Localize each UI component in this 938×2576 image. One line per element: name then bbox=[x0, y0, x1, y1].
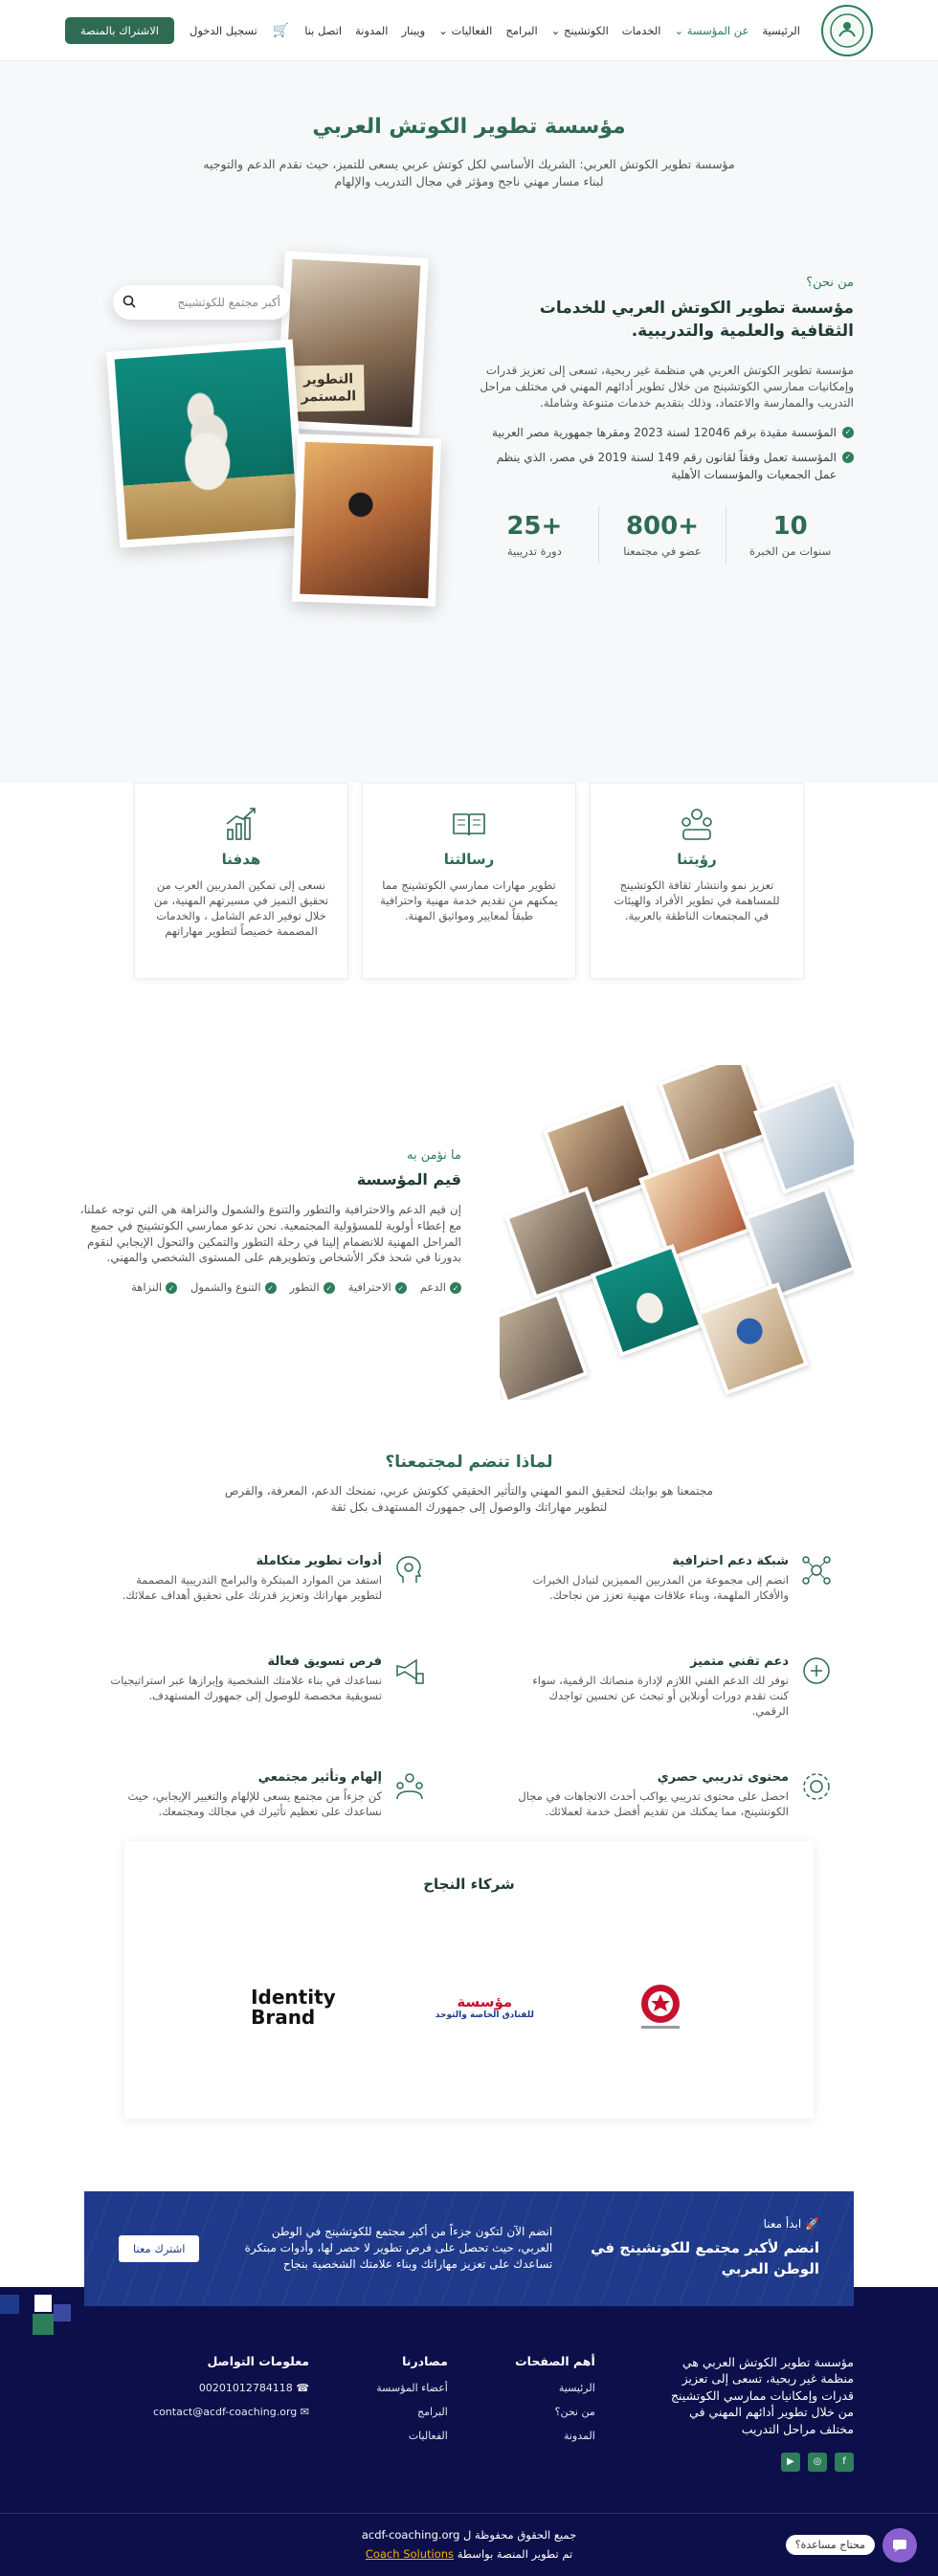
instagram-icon[interactable]: ◎ bbox=[808, 2453, 827, 2472]
mosaic-tile bbox=[500, 1292, 589, 1400]
why-item-text: انضم إلى مجموعة من المدربين المميزين لتبادل الخبرات والأفكار الملهمة، وبناء علاقات مهنية تعزز من نجاحك. bbox=[532, 1572, 789, 1602]
about-title: مؤسسة تطوير الكوتش العربي للخدمات الثقافية والعلمية والتدريبية. bbox=[539, 299, 854, 341]
check-icon: ✓ bbox=[842, 452, 854, 463]
main-menu bbox=[304, 24, 800, 37]
mosaic-tile bbox=[638, 1148, 751, 1261]
footer-col-pages bbox=[515, 2354, 595, 2473]
menu-item-blog[interactable]: المدونة bbox=[355, 23, 389, 37]
mosaic-tile bbox=[744, 1187, 854, 1299]
chevron-down-icon: ⌄ bbox=[438, 23, 448, 37]
mosaic-image bbox=[701, 1287, 804, 1390]
menu-item-home[interactable]: الرئيسية bbox=[762, 23, 800, 37]
stats-row bbox=[471, 506, 854, 564]
cta-banner bbox=[84, 2191, 854, 2306]
chevron-down-icon: ⌄ bbox=[550, 23, 561, 37]
why-item bbox=[105, 1654, 426, 1740]
marketing-icon bbox=[393, 1654, 426, 1687]
value-tag-label: التنوع والشمول bbox=[190, 1279, 261, 1294]
cta-text: انضم الآن لتكون جزءاً من أكبر مجتمع للكوتشينج في الوطن العربي، حيث تحصل على فرص تطوير لا حصر لها، وأدوات مبتكرة تساعدك على تعزيز مهاراتك وبناء علامتك الشخصية بنجاح bbox=[244, 2225, 553, 2271]
footer-link-about[interactable]: من نحن؟ bbox=[554, 2405, 595, 2418]
footer-phone[interactable] bbox=[153, 2382, 309, 2394]
card-title: رسالتنا bbox=[443, 851, 495, 868]
presentation-image bbox=[284, 259, 421, 428]
value-tag-label: الاحترافية bbox=[347, 1279, 391, 1294]
built-by-prefix: تم تطوير المنصة بواسطة bbox=[457, 2547, 573, 2562]
why-subtitle: مجتمعنا هو بوابتك لتحقيق النمو المهني والتأثير الحقيقي ككوتش عربي، نمنحك الدعم، المعرفة، والفرص لتطوير مهاراتك والوصول إلى جمهورك المستهدف بكل ثقة bbox=[224, 1484, 714, 1514]
microphone-image bbox=[300, 442, 433, 599]
menu-item-events[interactable] bbox=[438, 24, 492, 37]
footer-link-home[interactable]: الرئيسية bbox=[558, 2381, 595, 2394]
footer-email[interactable] bbox=[153, 2406, 309, 2418]
footer-columns bbox=[0, 2335, 938, 2473]
stat-label: دورة تدريبية bbox=[506, 544, 562, 558]
stat-number: +800 bbox=[625, 511, 700, 541]
partner-logo-identity-brand[interactable] bbox=[251, 1985, 336, 2029]
why-item-title: أدوات تطوير متكاملة bbox=[256, 1553, 382, 1568]
stat-courses bbox=[471, 506, 598, 564]
login-link[interactable]: تسجيل الدخول bbox=[190, 23, 257, 37]
nav-right bbox=[304, 5, 873, 56]
deco-square bbox=[54, 2304, 71, 2321]
stat-experience bbox=[726, 506, 854, 564]
search-icon bbox=[123, 295, 136, 311]
partners-title: شركاء النجاح bbox=[423, 1875, 515, 1893]
stones-image bbox=[115, 347, 299, 540]
about-check-item bbox=[471, 449, 854, 483]
value-tag bbox=[348, 1279, 407, 1294]
stat-label: عضو في مجتمعنا bbox=[623, 544, 702, 558]
footer-about bbox=[662, 2354, 854, 2473]
why-item-body bbox=[512, 1554, 789, 1624]
photo-caption-line: المستمر bbox=[301, 389, 357, 406]
why-item bbox=[512, 1770, 833, 1840]
help-chat-widget[interactable] bbox=[786, 2528, 917, 2563]
community-search-pill[interactable] bbox=[113, 285, 290, 320]
card-title: رؤيتنا bbox=[677, 851, 717, 868]
facebook-icon[interactable]: f bbox=[835, 2453, 854, 2472]
cta-title: انضم لأكبر مجتمع للكوتشينج في الوطن العربي bbox=[591, 2238, 819, 2277]
mosaic-image bbox=[643, 1153, 747, 1256]
card-text: تعزيز نمو وانتشار ثقافة الكوتشينج للمساهمة في تطوير الأفراد والهيئات في المجتمعات الناطقة بالعربية. bbox=[614, 878, 780, 923]
stat-number: +25 bbox=[506, 511, 563, 541]
footer-col-title: معلومات التواصل bbox=[207, 2353, 310, 2368]
cta-heading-block bbox=[590, 2217, 819, 2280]
hero-subtitle: مؤسسة تطوير الكوتش العربي: الشريك الأساسي لكل كوتش عربي يسعى للتميز، حيث نقدم الدعم والتوجيه لبناء مسار مهني ناجح ومؤثر في مجال التدريب والإلهام bbox=[203, 157, 735, 189]
community-icon bbox=[393, 1770, 426, 1803]
value-tag-label: التطور bbox=[289, 1279, 320, 1294]
menu-item-about[interactable] bbox=[674, 24, 748, 37]
why-item-text: احصل على محتوى تدريبي يواكب أحدث الاتجاهات في مجال الكوتشينج، مما يمكنك من تقديم أفضل خدمة لعملائك. bbox=[518, 1789, 789, 1819]
value-tag bbox=[290, 1279, 335, 1294]
cta-eyebrow-text: ابدأ معنا bbox=[763, 2216, 802, 2231]
card-title: هدفنا bbox=[221, 851, 261, 868]
mosaic-image bbox=[748, 1191, 852, 1295]
about-description: مؤسسة تطوير الكوتش العربي هي منظمة غير ربحية، تسعى إلى تعزيز قدرات وإمكانيات ممارسي الكوتشينج من خلال تطوير أدائهم المهني في مختلف مراحل التدريب والممارسة والاعتماد، وذلك بتقديم خدمات متنوعة وشاملة. bbox=[480, 363, 854, 411]
built-by-line bbox=[366, 2547, 572, 2561]
chevron-down-icon: ⌄ bbox=[674, 23, 684, 37]
photo-stones bbox=[106, 339, 306, 547]
values-tags bbox=[78, 1279, 461, 1294]
youtube-icon[interactable]: ▶ bbox=[781, 2453, 800, 2472]
goal-card bbox=[134, 783, 348, 979]
check-icon: ✓ bbox=[166, 1282, 177, 1294]
cart-icon[interactable]: 🛒 bbox=[272, 22, 290, 38]
partner-logo-foundation[interactable] bbox=[436, 1993, 534, 2021]
footer-about-text: مؤسسة تطوير الكوتش العربي هي منظمة غير ربحية، تسعى إلى تعزيز قدرات وإمكانيات ممارسي الكوتشينج من خلال تطوير أدائهم المهني في مختلف مراحل التدريب bbox=[670, 2354, 854, 2436]
why-item-body bbox=[105, 1554, 382, 1624]
footer-col-title: مصادرنا bbox=[402, 2353, 448, 2368]
vision-card bbox=[590, 783, 804, 979]
check-icon: ✓ bbox=[842, 427, 854, 438]
identity-logo-line: Brand bbox=[251, 2005, 316, 2029]
coach-solutions-link[interactable]: Coach Solutions bbox=[365, 2547, 455, 2562]
network-icon bbox=[800, 1554, 833, 1587]
why-item bbox=[105, 1554, 426, 1624]
check-text: المؤسسة مقيدة برقم 12046 لسنة 2023 ومقرها جمهورية مصر العربية bbox=[492, 425, 837, 439]
hero-title: مؤسسة تطوير الكوتش العربي bbox=[312, 115, 626, 139]
why-item bbox=[105, 1770, 426, 1840]
photo-microphone bbox=[292, 433, 441, 606]
partners-section bbox=[124, 1841, 814, 2119]
menu-item-contact[interactable]: اتصل بنا bbox=[304, 23, 343, 37]
people-icon bbox=[678, 805, 716, 843]
deco-square bbox=[33, 2314, 54, 2335]
why-title: لماذا تنضم لمجتمعنا؟ bbox=[385, 1453, 553, 1472]
photo-presentation bbox=[276, 251, 428, 435]
about-check-item bbox=[471, 424, 854, 441]
values-description: إن قيم الدعم والاحترافية والتطور والتنوع والشمول والنزاهة هي التي توجه عملنا، مع إعطاء أولوية للمسؤولية المجتمعية. نحن ندعو ممارسي الكوتشينج في جميع المراحل المهنية للانضمام إلينا في رحلة التطور والتمكين والتحول الإيجابي لنقوم بدورنا في شحذ فكر الأشخاص وتطويرهم على المستوى الشخصي والمهني. bbox=[79, 1203, 461, 1265]
menu-item-coaching-label: الكوتشينج bbox=[563, 23, 609, 37]
card-text: تطوير مهارات ممارسي الكوتشينج مما يمكنهم من تقديم خدمة مهنية واحترافية طبقاً لمعايير ومواثيق المهنة. bbox=[380, 878, 558, 923]
photo-caption bbox=[293, 365, 364, 412]
photo-caption-line: التطوير bbox=[302, 370, 354, 388]
partner-logo-canadian[interactable] bbox=[634, 1979, 687, 2036]
footer-col-contact bbox=[153, 2354, 309, 2473]
deco-square bbox=[0, 2295, 19, 2314]
footer-link-blog[interactable]: المدونة bbox=[563, 2429, 595, 2442]
about-eyebrow: من نحن؟ bbox=[806, 276, 854, 290]
footer-col-resources bbox=[376, 2354, 448, 2473]
value-tag bbox=[131, 1279, 177, 1294]
values-text bbox=[78, 1148, 461, 1294]
menu-item-webinar[interactable]: ويبنار bbox=[401, 23, 426, 37]
foundation-logo-title: مؤسسة bbox=[457, 1993, 513, 2011]
chat-tooltip: محتاج مساعدة؟ bbox=[786, 2535, 875, 2555]
check-icon: ✓ bbox=[265, 1282, 277, 1294]
search-pill-label: أكبر مجتمع للكوتشينج bbox=[177, 296, 280, 309]
why-item-text: نساعدك في بناء علامتك الشخصية وإبرازها عبر استراتيجيات تسويقية مخصصة للوصول إلى جمهورك المستهدف. bbox=[110, 1673, 382, 1702]
why-item-title: فرص تسويق فعالة bbox=[267, 1654, 382, 1669]
check-icon: ✓ bbox=[324, 1282, 335, 1294]
why-grid bbox=[0, 1516, 938, 1841]
growth-chart-icon bbox=[222, 805, 260, 843]
mosaic-image bbox=[547, 1105, 651, 1209]
copyright-text: جميع الحقوق محفوظة ل acdf-coaching.org bbox=[361, 2528, 577, 2543]
mosaic-image bbox=[500, 1297, 584, 1400]
check-icon: ✓ bbox=[395, 1282, 407, 1294]
values-section bbox=[0, 1065, 938, 1448]
why-item-body bbox=[512, 1770, 789, 1840]
why-item-title: شبكة دعم احترافية bbox=[672, 1553, 789, 1568]
about-text bbox=[471, 276, 854, 564]
content-icon bbox=[800, 1770, 833, 1803]
why-item-title: محتوى تدريبي حصري bbox=[657, 1770, 789, 1786]
about-section bbox=[0, 247, 938, 783]
deco-square bbox=[34, 2295, 52, 2312]
email-address: contact@acdf-coaching.org bbox=[153, 2405, 298, 2418]
why-item-body bbox=[105, 1654, 382, 1740]
footer-col-title: أهم الصفحات bbox=[515, 2353, 595, 2368]
rocket-icon: 🚀 bbox=[805, 2216, 819, 2231]
menu-item-coaching[interactable] bbox=[551, 24, 609, 37]
stat-number: 10 bbox=[772, 511, 808, 541]
phone-number: 00201012784118 bbox=[198, 2381, 293, 2394]
mosaic-image bbox=[758, 1086, 854, 1189]
hero-section bbox=[0, 61, 938, 247]
head-gear-icon bbox=[393, 1554, 426, 1587]
value-tag bbox=[420, 1279, 461, 1294]
mission-card bbox=[362, 783, 576, 979]
why-item-title: إلهام وتأثير مجتمعي bbox=[257, 1770, 382, 1786]
partner-logos bbox=[124, 1979, 814, 2036]
features-section bbox=[0, 783, 938, 1065]
join-platform-button[interactable]: الاشتراك بالمنصة bbox=[65, 17, 174, 44]
check-icon: ✓ bbox=[450, 1282, 461, 1294]
values-eyebrow: ما نؤمن به bbox=[407, 1148, 461, 1163]
top-nav bbox=[0, 0, 938, 61]
book-icon bbox=[450, 805, 488, 843]
mosaic-tile bbox=[696, 1282, 809, 1395]
decorative-squares bbox=[0, 2287, 77, 2344]
foundation-logo-subtitle: للفنادق الخاصة والتوحد bbox=[435, 2010, 534, 2021]
menu-item-about-label: عن المؤسسة bbox=[686, 23, 749, 37]
why-item-body bbox=[512, 1654, 789, 1740]
about-photo-collage bbox=[113, 255, 438, 637]
values-title: قيم المؤسسة bbox=[356, 1170, 461, 1188]
menu-item-events-label: الفعاليات bbox=[451, 23, 493, 37]
footer-wrap bbox=[0, 2191, 938, 2576]
cta-eyebrow bbox=[590, 2217, 819, 2231]
menu-item-services[interactable]: الخدمات bbox=[621, 23, 661, 37]
card-text: نسعى إلى تمكين المدربين العرب من تحقيق التميز في مسيرتهم المهنية، من خلال توفير الدعم الشامل ، والخدمات المصممة خصيصاً لتطوير مهاراتهم bbox=[153, 878, 329, 939]
why-item-body bbox=[105, 1770, 382, 1840]
site-logo[interactable] bbox=[821, 5, 873, 56]
check-text: المؤسسة تعمل وفقاً لقانون رقم 149 لسنة 2019 في مصر، الذي ينظم عمل الجمعيات والمؤسسات الأهلية bbox=[496, 450, 837, 481]
mosaic-image bbox=[662, 1065, 766, 1161]
why-item bbox=[512, 1554, 833, 1624]
why-item-text: كن جزءاً من مجتمع يسعى للإلهام والتغيير الإيجابي، حيث نساعدك على تعظيم تأثيرك في مجالك ومجتمعك. bbox=[127, 1789, 382, 1819]
value-tag bbox=[190, 1279, 277, 1294]
why-join-section bbox=[0, 1448, 938, 1841]
social-links bbox=[662, 2453, 854, 2472]
values-photo-mosaic bbox=[500, 1065, 854, 1400]
footer-link-members[interactable]: أعضاء المؤسسة bbox=[376, 2381, 448, 2394]
chat-icon[interactable] bbox=[882, 2528, 917, 2563]
footer-link-programs[interactable]: البرامج bbox=[416, 2405, 448, 2418]
subscribe-button[interactable]: اشترك معنا bbox=[119, 2235, 199, 2262]
mosaic-tile bbox=[753, 1081, 854, 1194]
why-item-text: استفد من الموارد المبتكرة والبرامج التدريبية المصممة لتطوير مهاراتك وتعزيز قدرتك على تحقيق أهداف عملائك. bbox=[122, 1572, 382, 1602]
value-tag-label: النزاهة bbox=[131, 1279, 163, 1294]
menu-item-programs[interactable]: البرامج bbox=[505, 23, 538, 37]
phone-icon: ☎ bbox=[296, 2381, 310, 2394]
why-item-text: نوفر لك الدعم الفني اللازم لإدارة منصاتك الرقمية، سواء كنت تقدم دورات أونلاين أو تبحث عن تحسين تواجدك الرقمي. bbox=[532, 1673, 789, 1719]
support-icon bbox=[800, 1654, 833, 1687]
site-footer bbox=[0, 2287, 938, 2576]
value-tag-label: الدعم bbox=[419, 1279, 446, 1294]
stat-label: سنوات من الخبرة bbox=[749, 544, 832, 558]
nav-left bbox=[65, 17, 289, 44]
why-item-title: دعم تقني متميز bbox=[690, 1654, 789, 1669]
footer-link-events[interactable]: الفعاليات bbox=[408, 2429, 448, 2442]
mail-icon: ✉ bbox=[300, 2405, 310, 2418]
stat-members bbox=[598, 506, 726, 564]
identity-logo-line: Identity bbox=[251, 1985, 336, 2009]
why-item bbox=[512, 1654, 833, 1740]
